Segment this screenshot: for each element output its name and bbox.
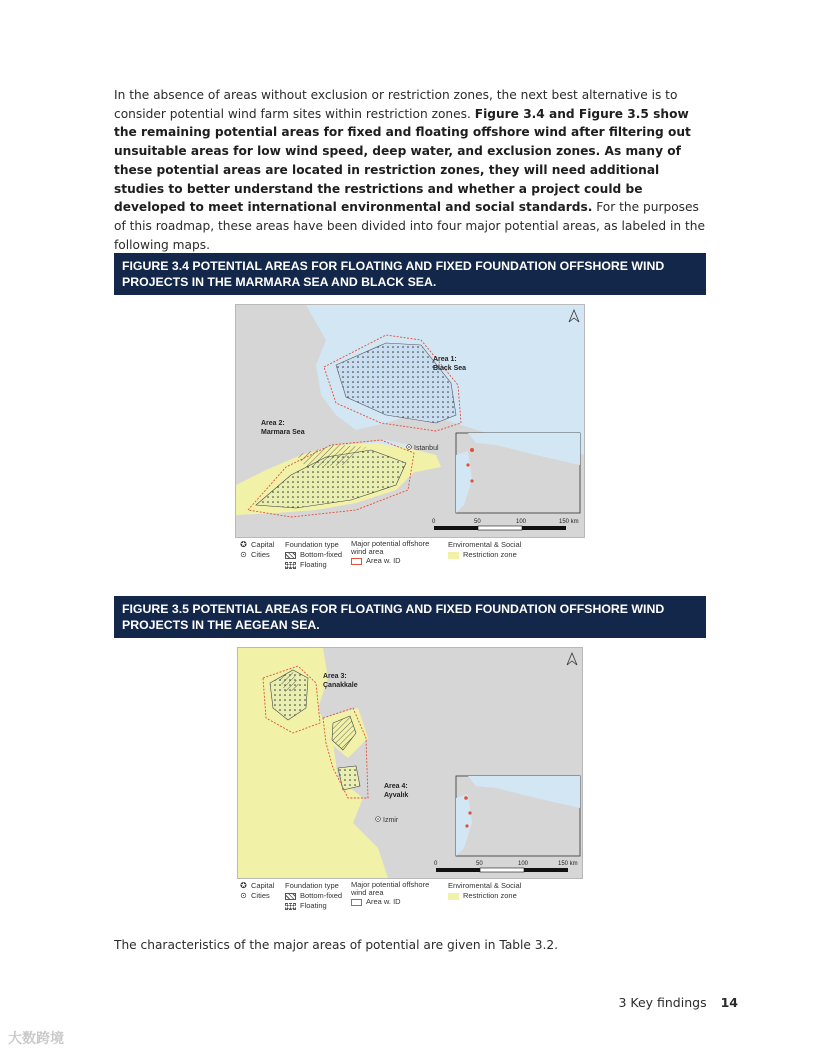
istanbul-label: Istanbul: [414, 445, 439, 452]
legend2-bottom-fixed: Bottom-fixed: [300, 891, 343, 900]
scale-0: 0: [432, 519, 436, 525]
legend2-restriction: Restriction zone: [463, 891, 517, 900]
restriction-swatch: [448, 552, 459, 559]
legend-bottom-fixed: Bottom-fixed: [300, 550, 343, 559]
watermark: 大数跨境: [8, 1031, 64, 1047]
area-2-label-line1: Area 2:: [261, 420, 285, 427]
legend2-major-area-l2: wind area: [351, 888, 384, 897]
scale2-150: 150 km: [558, 861, 578, 867]
bottom-fixed-swatch: [285, 552, 296, 559]
area-3-label-line1: Area 3:: [323, 673, 347, 680]
figure-3-4-title: FIGURE 3.4 POTENTIAL AREAS FOR FLOATING AND FIXED FOUNDATION OFFSHORE WIND PROJECTS IN THE MARMARA SEA AND BLACK SEA.: [114, 253, 706, 295]
capital-icon-2: ✪: [240, 881, 247, 890]
city-icon: ⊙: [240, 550, 247, 559]
closing-paragraph: The characteristics of the major areas of potential are given in Table 3.2.: [114, 938, 559, 952]
city-icon-2: ⊙: [240, 891, 247, 900]
scale2-100: 100: [518, 861, 529, 867]
legend-restriction: Restriction zone: [463, 550, 517, 559]
scale-150: 150 km: [559, 519, 579, 525]
area-4-label-line2: Ayvalık: [384, 792, 409, 799]
legend-major-area-l1: Major potential offshore: [351, 539, 430, 548]
scale2-0: 0: [434, 861, 438, 867]
intro-text-1: In the absence of areas without exclusion or restriction zones, the next best alternative is to consider potential wind farm sites within restriction zones.: [114, 88, 678, 121]
area-2-label-line2: Marmara Sea: [261, 429, 305, 436]
figure-3-4-legend: [240, 540, 580, 572]
legend2-major-area-l1: Major potential offshore: [351, 880, 430, 889]
legend2-env-social: Enviromental & Social: [448, 881, 522, 890]
bottom-fixed-swatch-2: [285, 893, 296, 900]
map-marmara-black-sea: [236, 305, 584, 537]
area-id-swatch: [351, 558, 362, 565]
legend-cities: Cities: [251, 550, 270, 559]
scale2-50: 50: [476, 861, 483, 867]
legend-capital: Capital: [251, 540, 275, 549]
floating-swatch-2: [285, 903, 296, 910]
legend-floating: Floating: [300, 560, 327, 569]
legend2-capital: Capital: [251, 881, 275, 890]
figure-3-5-map: [237, 647, 583, 879]
scale-50: 50: [474, 519, 481, 525]
footer-section: 3 Key findings: [618, 995, 707, 1010]
scale-100: 100: [516, 519, 527, 525]
legend2-foundation-type: Foundation type: [285, 881, 339, 890]
area-1-label-line2: Black Sea: [433, 365, 467, 372]
floating-swatch: [285, 562, 296, 569]
legend-env-social: Enviromental & Social: [448, 540, 522, 549]
legend2-cities: Cities: [251, 891, 270, 900]
page-footer: [618, 995, 738, 1010]
intro-text-2: For the purposes of this roadmap, these areas have been divided into four major potential areas, as labeled in the following maps.: [114, 200, 706, 252]
legend2-floating: Floating: [300, 901, 327, 910]
intro-paragraph: [114, 86, 706, 254]
figure-3-5-title: FIGURE 3.5 POTENTIAL AREAS FOR FLOATING AND FIXED FOUNDATION OFFSHORE WIND PROJECTS IN THE AEGEAN SEA.: [114, 596, 706, 638]
area-id-swatch-2: [351, 899, 362, 906]
area-4-label-line1: Area 4:: [384, 783, 408, 790]
izmir-label: Izmir: [383, 817, 399, 824]
figure-3-5-legend: [240, 881, 580, 913]
figure-3-4-map: [235, 304, 585, 538]
page-number: 14: [720, 995, 738, 1010]
legend2-area-id: Area w. ID: [366, 897, 401, 906]
legend-foundation-type: Foundation type: [285, 540, 339, 549]
capital-icon: ✪: [240, 540, 247, 549]
map-aegean-sea: [238, 648, 582, 878]
intro-text-bold: Figure 3.4 and Figure 3.5 show the remaining potential areas for fixed and floating offshore wind after filtering out unsuitable areas for low wind speed, deep water, and exclusion zones. As many of these potential areas are located in restriction zones, they will need additional studies to better understand the restrictions and whether a project could be developed to meet international environmental and social standards.: [114, 106, 691, 215]
legend-major-area-l2: wind area: [351, 547, 384, 556]
area-3-label-line2: Çanakkale: [323, 682, 358, 689]
legend-area-id: Area w. ID: [366, 556, 401, 565]
restriction-swatch-2: [448, 893, 459, 900]
area-1-label-line1: Area 1:: [433, 356, 457, 363]
